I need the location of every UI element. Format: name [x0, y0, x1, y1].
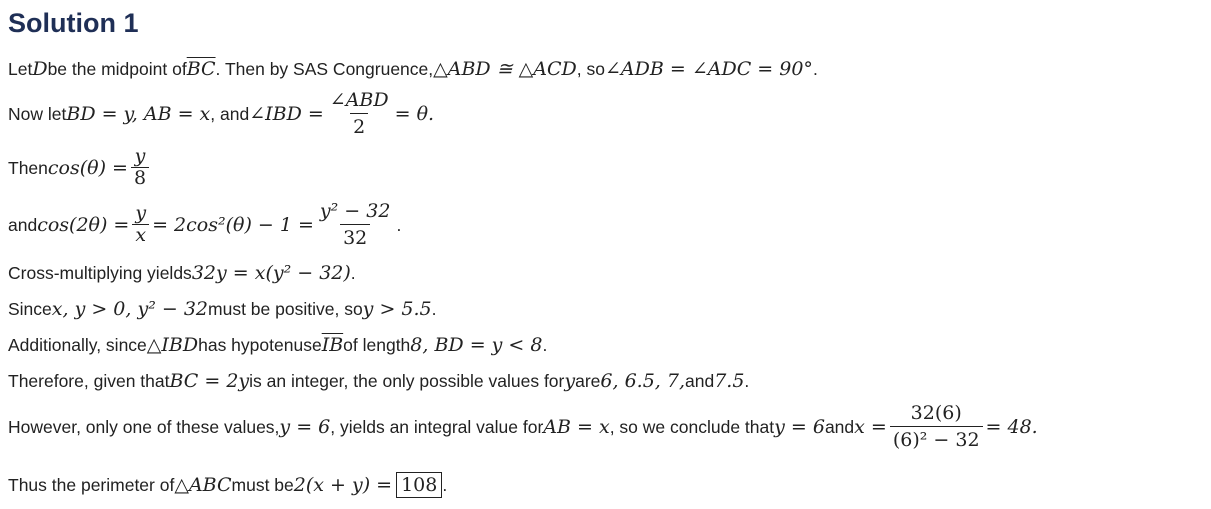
- text: of length: [343, 335, 411, 355]
- text: Now let: [8, 103, 67, 124]
- fraction: [131, 145, 149, 189]
- math: △IBD: [146, 334, 199, 356]
- text: .: [744, 371, 750, 391]
- math: cos(2θ) =: [37, 213, 130, 236]
- text: .: [442, 475, 448, 495]
- fraction: [327, 89, 392, 138]
- text: Additionally, since: [8, 335, 147, 355]
- numerator: 32(6): [910, 402, 962, 424]
- math: △ABC: [174, 474, 232, 496]
- text: .: [812, 59, 818, 79]
- math: = 2cos²(θ) − 1 =: [152, 213, 314, 236]
- solution-heading: Solution 1: [8, 8, 139, 38]
- text: , so we conclude that: [609, 416, 775, 437]
- text: and: [824, 416, 855, 437]
- denominator: 8: [131, 167, 149, 187]
- numerator: y: [134, 145, 146, 167]
- denominator: (6)² − 32: [890, 426, 983, 451]
- denominator: 32: [340, 224, 370, 249]
- text: Let: [8, 59, 33, 79]
- text: .: [431, 299, 437, 319]
- math: 7.5: [714, 370, 745, 392]
- line-positivity: [8, 297, 437, 321]
- math: ∠IBD =: [249, 102, 324, 125]
- text: Since: [8, 299, 52, 319]
- text: are: [575, 371, 601, 391]
- line-cos-theta: [8, 145, 152, 189]
- line-cross-multiply: [8, 261, 356, 285]
- denominator: x: [132, 224, 149, 244]
- math: y = 6: [774, 415, 825, 438]
- text: and: [8, 214, 38, 235]
- text: Therefore, given that: [8, 371, 170, 391]
- math: BD = y, AB = x: [66, 102, 211, 125]
- numerator: y² − 32: [319, 200, 391, 222]
- text: However, only one of these values,: [8, 416, 280, 437]
- math-segment-bc: $\overline{BC}$: [186, 58, 216, 80]
- math: BC = 2y: [169, 370, 250, 392]
- math: 2(x + y) =: [293, 474, 393, 496]
- line-possible-values: [8, 369, 749, 393]
- text: , so: [576, 59, 605, 79]
- math: = θ.: [394, 102, 435, 125]
- text: has hypotenuse: [198, 335, 322, 355]
- text: is an integer, the only possible values for: [249, 371, 565, 391]
- math: AB = x: [543, 415, 610, 438]
- text: be the midpoint of: [47, 59, 187, 79]
- math: 8, BD = y < 8: [410, 334, 543, 356]
- denominator: 2: [350, 113, 368, 138]
- line-perimeter: [8, 472, 447, 498]
- text: .: [542, 335, 548, 355]
- math-segment-ib: $\overline{IB}$: [321, 334, 344, 356]
- text: .: [350, 263, 356, 283]
- text: .: [396, 214, 402, 235]
- line-conclusion: [8, 402, 1038, 451]
- text: . Then by SAS Congruence,: [215, 59, 434, 79]
- line-define-variables: [8, 89, 434, 138]
- text: must be: [231, 475, 294, 495]
- text: and: [685, 371, 715, 391]
- text: Cross-multiplying yields: [8, 263, 192, 283]
- math: x, y > 0, y² − 32: [51, 298, 209, 320]
- boxed-answer: 108: [396, 472, 442, 498]
- numerator: ∠ABD: [329, 89, 389, 111]
- math: y > 5.5: [362, 298, 432, 320]
- text: must be positive, so: [208, 299, 363, 319]
- math: 32y = x(y² − 32): [191, 262, 351, 284]
- text: , yields an integral value for: [330, 416, 544, 437]
- numerator: y: [135, 202, 147, 224]
- text: Thus the perimeter of: [8, 475, 175, 495]
- text: , and: [210, 103, 250, 124]
- fraction: [890, 402, 983, 451]
- text: Then: [8, 157, 48, 178]
- fraction: [317, 200, 394, 249]
- math: ∠ADB = ∠ADC = 90°: [605, 58, 813, 80]
- line-midpoint: [8, 57, 818, 81]
- math: = 48.: [985, 415, 1038, 438]
- math: D: [32, 58, 48, 80]
- line-cos-2theta: [8, 200, 401, 249]
- fraction: [132, 202, 149, 246]
- math: 6, 6.5, 7,: [600, 370, 685, 392]
- math: y: [564, 370, 576, 392]
- math: cos(θ) =: [47, 156, 128, 179]
- line-hypotenuse: [8, 333, 547, 357]
- math: y = 6: [279, 415, 331, 438]
- math: △ABD ≅ △ACD: [433, 58, 577, 80]
- math: x =: [854, 415, 887, 438]
